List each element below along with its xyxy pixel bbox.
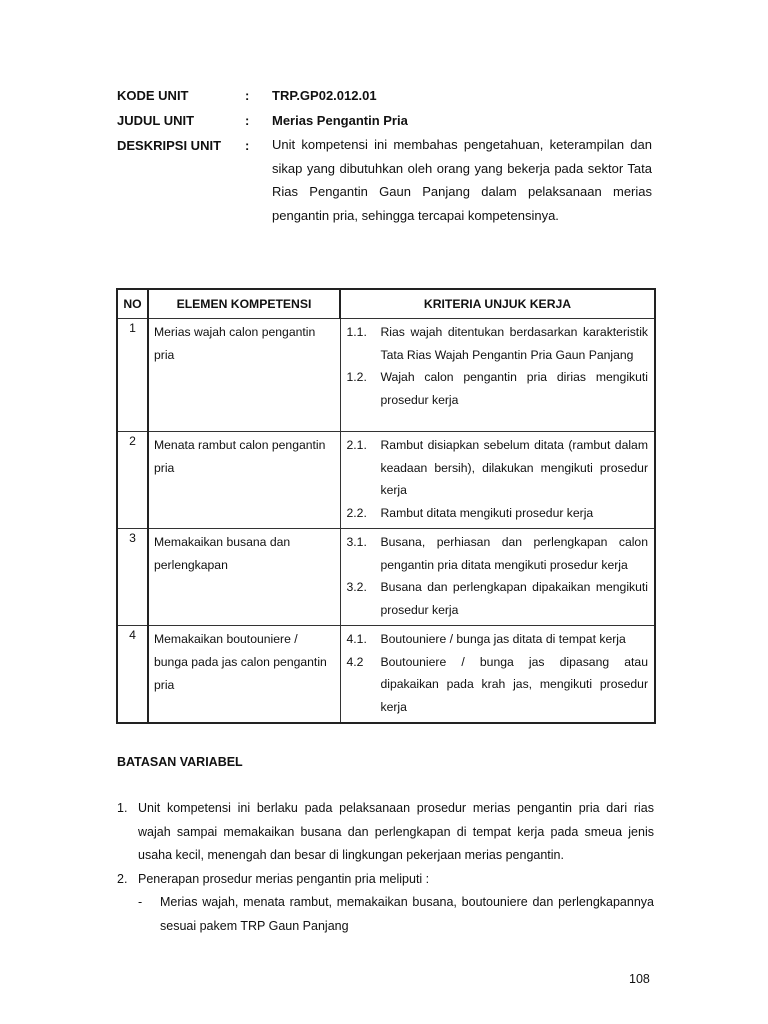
row-element: Merias wajah calon pengantin pria bbox=[148, 319, 340, 432]
criterion-number: 1.1. bbox=[346, 325, 367, 339]
sub-list-text: Merias wajah, menata rambut, memakaikan busana, boutouniere dan perlengkapannya sesuai pakem TRP Gaun Panjang bbox=[160, 895, 654, 933]
deskripsi-unit-value: Unit kompetensi ini membahas pengetahuan, keterampilan dan sikap yang dibutuhkan oleh orang yang bekerja pada sektor Tata Rias Pengantin Gaun Panjang dalam pelaksanaan merias pengantin pria, sehingga tercapai kompetensinya. bbox=[272, 137, 652, 223]
header-no: NO bbox=[117, 289, 148, 319]
row-number: 4 bbox=[117, 626, 148, 724]
deskripsi-unit-label: DESKRIPSI UNIT bbox=[117, 138, 222, 153]
criterion-text: Rias wajah ditentukan berdasarkan karakteristik Tata Rias Wajah Pengantin Pria Gaun Panjang bbox=[380, 325, 648, 362]
colon: : bbox=[245, 138, 250, 153]
judul-unit-label: JUDUL UNIT bbox=[117, 113, 195, 128]
page-number: 108 bbox=[629, 972, 650, 986]
criterion-text: Wajah calon pengantin pria dirias mengikuti prosedur kerja bbox=[380, 370, 648, 407]
criterion bbox=[347, 366, 649, 411]
table-row bbox=[117, 319, 655, 432]
criterion-number: 2.1. bbox=[346, 438, 367, 452]
row-criteria bbox=[340, 319, 655, 432]
criterion-number: 4.2 bbox=[346, 654, 364, 669]
criterion-text: Busana, perhiasan dan perlengkapan calon pengantin pria ditata mengikuti prosedur kerja bbox=[380, 535, 648, 572]
criterion bbox=[347, 651, 649, 719]
colon: : bbox=[245, 113, 250, 128]
criterion bbox=[347, 576, 649, 621]
row-number: 3 bbox=[117, 529, 148, 626]
table-row bbox=[117, 626, 655, 724]
criterion bbox=[347, 434, 649, 502]
table-header-row bbox=[117, 289, 655, 319]
criterion-text: Rambut disiapkan sebelum ditata (rambut dalam keadaan bersih), dilakukan mengikuti prosedur kerja bbox=[380, 438, 648, 497]
criterion bbox=[347, 628, 649, 651]
criterion-number: 1.2. bbox=[346, 370, 367, 384]
row-element: Memakaikan busana dan perlengkapan bbox=[148, 529, 340, 626]
judul-unit-value: Merias Pengantin Pria bbox=[272, 113, 408, 128]
criterion bbox=[347, 321, 649, 366]
list-item bbox=[117, 797, 654, 868]
batasan-variabel-title: BATASAN VARIABEL bbox=[117, 755, 243, 769]
row-number: 2 bbox=[117, 432, 148, 529]
row-criteria bbox=[340, 529, 655, 626]
kode-unit-row bbox=[117, 88, 652, 103]
kode-unit-value: TRP.GP02.012.01 bbox=[272, 88, 377, 103]
judul-unit-row bbox=[117, 113, 652, 128]
list-item-text: Unit kompetensi ini berlaku pada pelaksanaan prosedur merias pengantin pria dari rias wajah sampai memakaikan busana dan perlengkapan di tempat kerja pada smeua jenis usaha kecil, menengah dan besar di lingkungan pekerjaan merias pengantin. bbox=[138, 801, 654, 862]
deskripsi-unit-row bbox=[117, 138, 652, 227]
batasan-variabel-list bbox=[117, 797, 654, 938]
competency-table bbox=[116, 288, 656, 724]
sub-list-item bbox=[138, 891, 654, 938]
criterion-text: Boutouniere / bunga jas dipasang atau dipakaikan pada krah jas, mengikuti prosedur kerja bbox=[380, 654, 648, 714]
criterion-number: 3.2. bbox=[346, 580, 367, 594]
row-number: 1 bbox=[117, 319, 148, 432]
row-criteria bbox=[340, 432, 655, 529]
list-item-number: 1. bbox=[117, 801, 128, 815]
list-item-number: 2. bbox=[117, 871, 128, 886]
criterion-number: 2.2. bbox=[346, 505, 367, 520]
list-item-text: Penerapan prosedur merias pengantin pria meliputi : bbox=[138, 871, 430, 886]
criterion-number: 4.1. bbox=[346, 632, 367, 646]
kode-unit-label: KODE UNIT bbox=[117, 88, 189, 103]
header-elemen-kompetensi: ELEMEN KOMPETENSI bbox=[148, 289, 340, 319]
row-criteria bbox=[340, 626, 655, 724]
colon: : bbox=[245, 88, 250, 103]
row-element: Memakaikan boutouniere / bunga pada jas calon pengantin pria bbox=[148, 626, 340, 724]
criterion-text: Boutouniere / bunga jas ditata di tempat kerja bbox=[380, 632, 626, 646]
criterion bbox=[347, 502, 649, 525]
list-item bbox=[117, 868, 654, 892]
criterion-text: Rambut ditata mengikuti prosedur kerja bbox=[380, 505, 594, 520]
criterion-text: Busana dan perlengkapan dipakaikan mengikuti prosedur kerja bbox=[380, 580, 648, 617]
table-row bbox=[117, 432, 655, 529]
row-element: Menata rambut calon pengantin pria bbox=[148, 432, 340, 529]
criterion-number: 3.1. bbox=[346, 535, 367, 549]
header-kriteria-unjuk-kerja: KRITERIA UNJUK KERJA bbox=[340, 289, 655, 319]
sub-list-dash: - bbox=[138, 895, 143, 909]
criterion bbox=[347, 531, 649, 576]
table-row bbox=[117, 529, 655, 626]
